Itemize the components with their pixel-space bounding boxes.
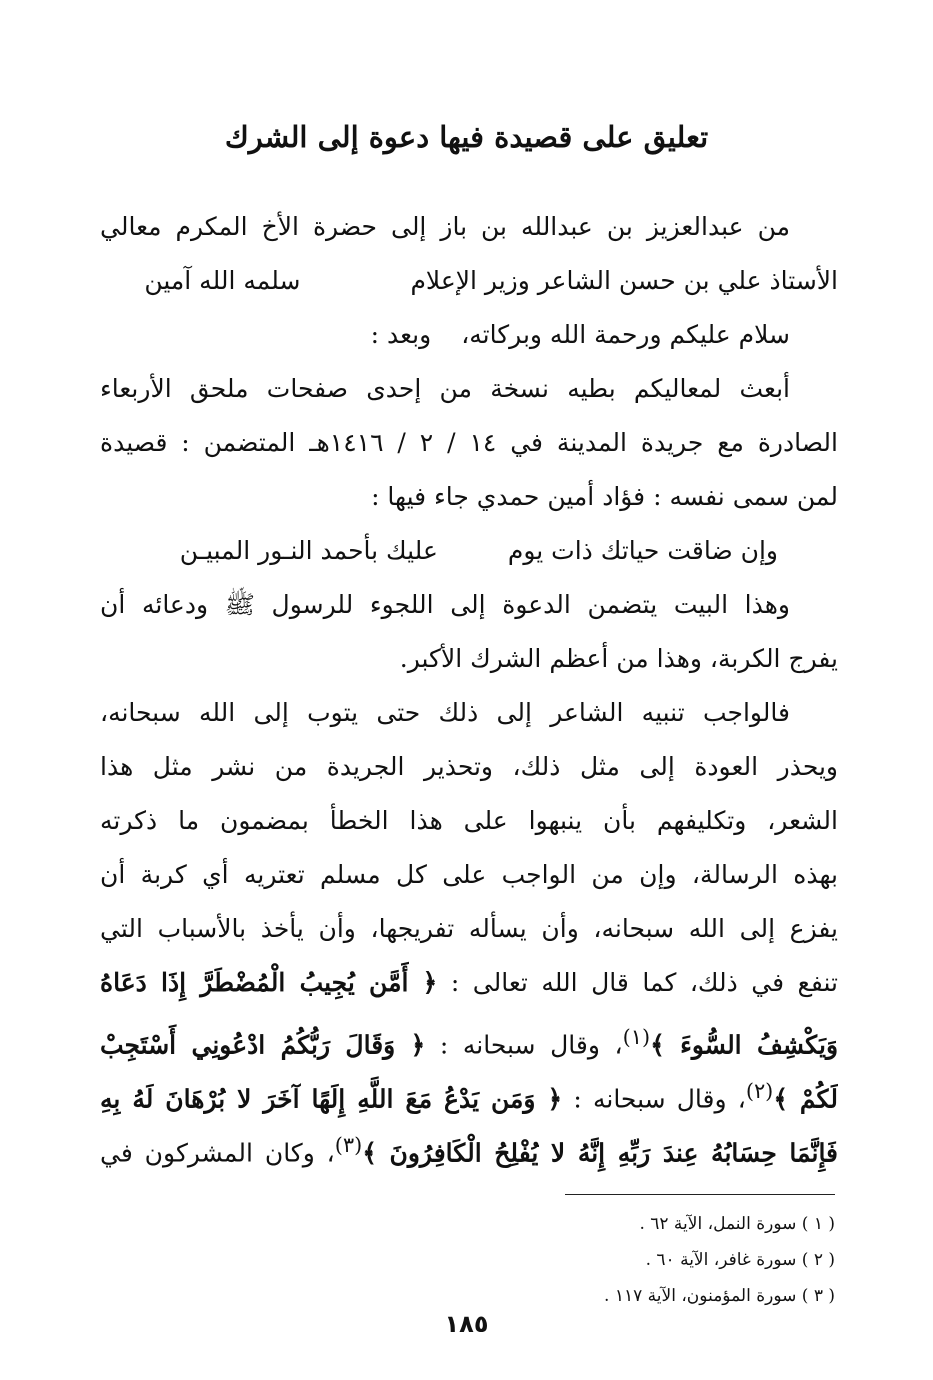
line-16-text: ، وقال سبحانه : <box>439 1030 623 1060</box>
quran-verse-2-start: ﴿ وَقَالَ رَبُّكُمُ ادْعُونِي أَسْتَجِبْ <box>100 1030 426 1060</box>
text-line-4: أبعث لمعاليكم بطيه نسخة من إحدى صفحات ملحق الأربعاء <box>100 374 790 403</box>
poem-verse <box>100 524 838 578</box>
text-line-11: ويحذر العودة إلى مثل ذلك، وتحذير الجريدة من نشر مثل هذا <box>100 752 838 781</box>
quran-verse-3-start: ﴿ وَمَن يَدْعُ مَعَ اللَّهِ إِلَهًا آخَرَ لا بُرْهَانَ لَهُ بِهِ <box>100 1084 563 1114</box>
text-line-17 <box>100 1064 838 1118</box>
letter-body <box>100 200 838 1172</box>
text-line-10: فالواجب تنبيه الشاعر إلى ذلك حتى يتوب إلى الله سبحانه، <box>100 698 790 727</box>
text-line-15 <box>100 956 838 1010</box>
greeting: سلام عليكم ورحمة الله وبركاته، <box>461 320 790 349</box>
recipient-name: الأستاذ علي بن حسن الشاعر وزير الإعلام <box>410 266 838 295</box>
footnote-3: ( ٣ ) سورة المؤمنون، الآية ١١٧ . <box>604 1286 835 1306</box>
page-title: تعليق على قصيدة فيها دعوة إلى الشرك <box>224 120 709 154</box>
salutation-end: وبعد : <box>370 320 432 349</box>
text-line-2 <box>100 254 838 308</box>
footnotes <box>480 1206 835 1314</box>
line-17-text: ، وقال سبحانه : <box>573 1084 746 1114</box>
footnote-divider <box>565 1194 835 1195</box>
footnote-1: ( ١ ) سورة النمل، الآية ٦٢ . <box>639 1214 835 1234</box>
text-line-13: بهذه الرسالة، وإن من الواجب على كل مسلم تعتريه أي كربة أن <box>100 860 838 889</box>
quran-verse-3-end: فَإِنَّمَا حِسَابُهُ عِندَ رَبِّهِ إِنَّهُ لا يُفْلِحُ الْكَافِرُونَ ﴾ <box>362 1138 838 1168</box>
verse-first-half: وإن ضاقت حياتك ذات يوم <box>507 536 778 565</box>
quran-verse-1-end: وَيَكْشِفُ السُّوءَ ﴾ <box>650 1030 838 1060</box>
text-line-8: وهذا البيت يتضمن الدعوة إلى اللجوء للرسول ﷺ ودعائه أن <box>100 590 790 619</box>
footnote-ref-1[interactable]: (١) <box>622 1025 651 1049</box>
footnote-2: ( ٢ ) سورة غافر، الآية ٦٠ . <box>645 1250 835 1270</box>
text-line-3 <box>100 308 838 362</box>
text-line-9: يفرج الكربة، وهذا من أعظم الشرك الأكبر. <box>399 644 838 673</box>
line-18-text: ، وكان المشركون في <box>100 1138 335 1168</box>
text-line-1: من عبدالعزيز بن عبدالله بن باز إلى حضرة الأخ المكرم معالي <box>100 212 790 241</box>
text-line-12: الشعر، وتكليفهم بأن ينبهوا على هذا الخطأ بمضمون ما ذكرته <box>100 806 838 835</box>
page-number: ١٨٥ <box>444 1310 489 1338</box>
quran-verse-2-end: لَكُمْ ﴾ <box>773 1084 838 1114</box>
verse-second-half: عليك بأحمد النـور المبيـن <box>179 536 438 565</box>
line-15-text: تنفع في ذلك، كما قال الله تعالى : <box>450 968 838 997</box>
footnote-ref-3[interactable]: (٣) <box>334 1133 363 1157</box>
text-line-18 <box>100 1118 838 1172</box>
quran-verse-1-start: ﴿ أَمَّن يُجِيبُ الْمُضْطَرَّ إِذَا دَعَاهُ <box>100 968 438 997</box>
text-line-5: الصادرة مع جريدة المدينة في ١٤ / ٢ / ١٤١٦هـ المتضمن : قصيدة <box>100 428 838 457</box>
text-line-6: لمن سمى نفسه : فؤاد أمين حمدي جاء فيها : <box>371 482 838 511</box>
text-line-16 <box>100 1010 838 1064</box>
footnote-ref-2[interactable]: (٢) <box>745 1079 774 1103</box>
text-line-14: يفزع إلى الله سبحانه، وأن يسأله تفريجها، وأن يأخذ بالأسباب التي <box>100 914 838 943</box>
blessing: سلمه الله آمين <box>144 266 301 295</box>
